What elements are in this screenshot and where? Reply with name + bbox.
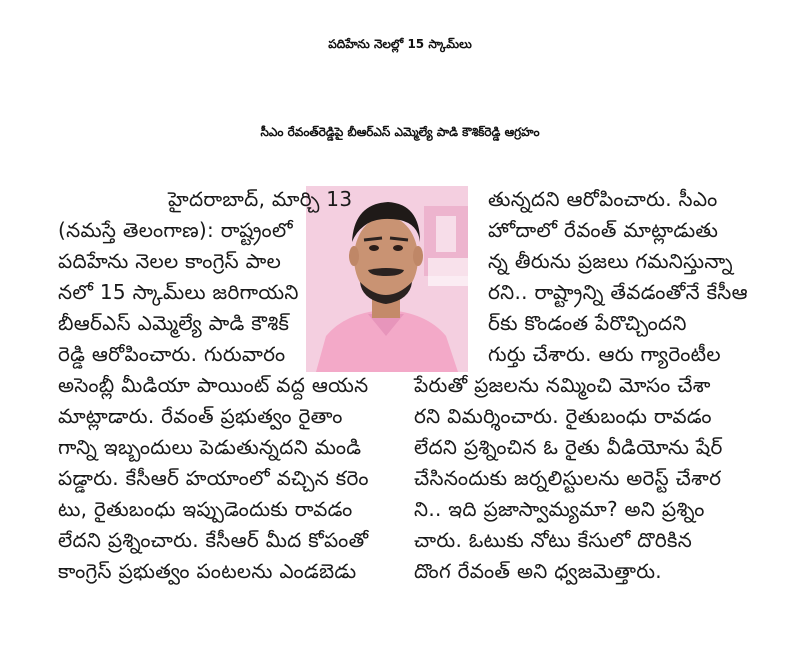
text-line: లేదని ప్రశ్నించారు. కేసీఆర్ మీద కోపంతో — [58, 528, 369, 552]
text-line: లేదని ప్రశ్నించిన ఓ రైతు వీడియోను షేర్ — [414, 435, 723, 459]
subheadline: సీఎం రేవంత్‌రెడ్డిపై బీఆర్‌ఎస్ ఎమ్మెల్యే పాడి కౌశిక్‌రెడ్డి ఆగ్రహం — [260, 125, 540, 139]
text-line: న్న తీరును ప్రజలు గమనిస్తున్నా — [488, 249, 733, 273]
text-line: రెడ్డి ఆరోపించారు. గురువారం — [58, 342, 286, 366]
text-line: మాట్లాడారు. రేవంత్ ప్రభుత్వం రైతాం — [58, 404, 343, 428]
text-line: బీఆర్‌ఎస్ ఎమ్మెల్యే పాడి కౌశిక్ — [58, 311, 290, 335]
text-line: టు, రైతుబంధు ఇప్పుడెందుకు రావడం — [58, 497, 353, 521]
text-line: పేరుతో ప్రజలను నమ్మించి మోసం చేశా — [414, 373, 711, 397]
text-line: గాన్ని ఇబ్బందులు పెడుతున్నదని మండి — [58, 435, 362, 459]
text-line: గుర్తు చేశారు. ఆరు గ్యారెంటీల — [488, 342, 721, 366]
text-line: ని.. ఇది ప్రజాస్వామ్యమా? అని ప్రశ్నిం — [414, 497, 705, 521]
text-line: అసెంబ్లీ మీడియా పాయింట్ వద్ద ఆయన — [58, 373, 369, 397]
text-line: కాంగ్రెస్ ప్రభుత్వం పంటలను ఎండబెడు — [58, 559, 357, 583]
text-line: తున్నదని ఆరోపించారు. సీఎం — [488, 187, 718, 211]
text-line: హైదరాబాద్, మార్చి 13 — [168, 187, 353, 211]
text-line: నలో 15 స్కామ్‌లు జరిగాయని — [58, 280, 299, 304]
text-line: పడ్డారు. కేసీఆర్ హయాంలో వచ్చిన కరెం — [58, 466, 369, 490]
text-line: రని.. రాష్ట్రాన్ని తేవడంతోనే కేసీఆ — [488, 280, 748, 304]
text-line: చేసినందుకు జర్నలిస్టులను అరెస్ట్ చేశార — [414, 466, 722, 490]
text-line: (నమస్తే తెలంగాణ): రాష్ట్రంలో — [58, 218, 293, 242]
text-line: హోదాలో రేవంత్ మాట్లాడుతు — [488, 218, 719, 242]
text-line: చారు. ఓటుకు నోటు కేసులో దొరికిన — [414, 528, 693, 552]
text-line: పదిహేను నెలల కాంగ్రెస్ పాల — [58, 249, 282, 273]
headline: పదిహేను నెలల్లో 15 స్కామ్‌లు — [328, 37, 472, 51]
text-line: దొంగ రేవంత్ అని ధ్వజమెత్తారు. — [414, 559, 662, 583]
text-line: రని విమర్శించారు. రైతుబంధు రావడం — [414, 404, 712, 428]
text-line: ర్‌కు కొండంత పేరొచ్చిందని — [488, 311, 687, 335]
